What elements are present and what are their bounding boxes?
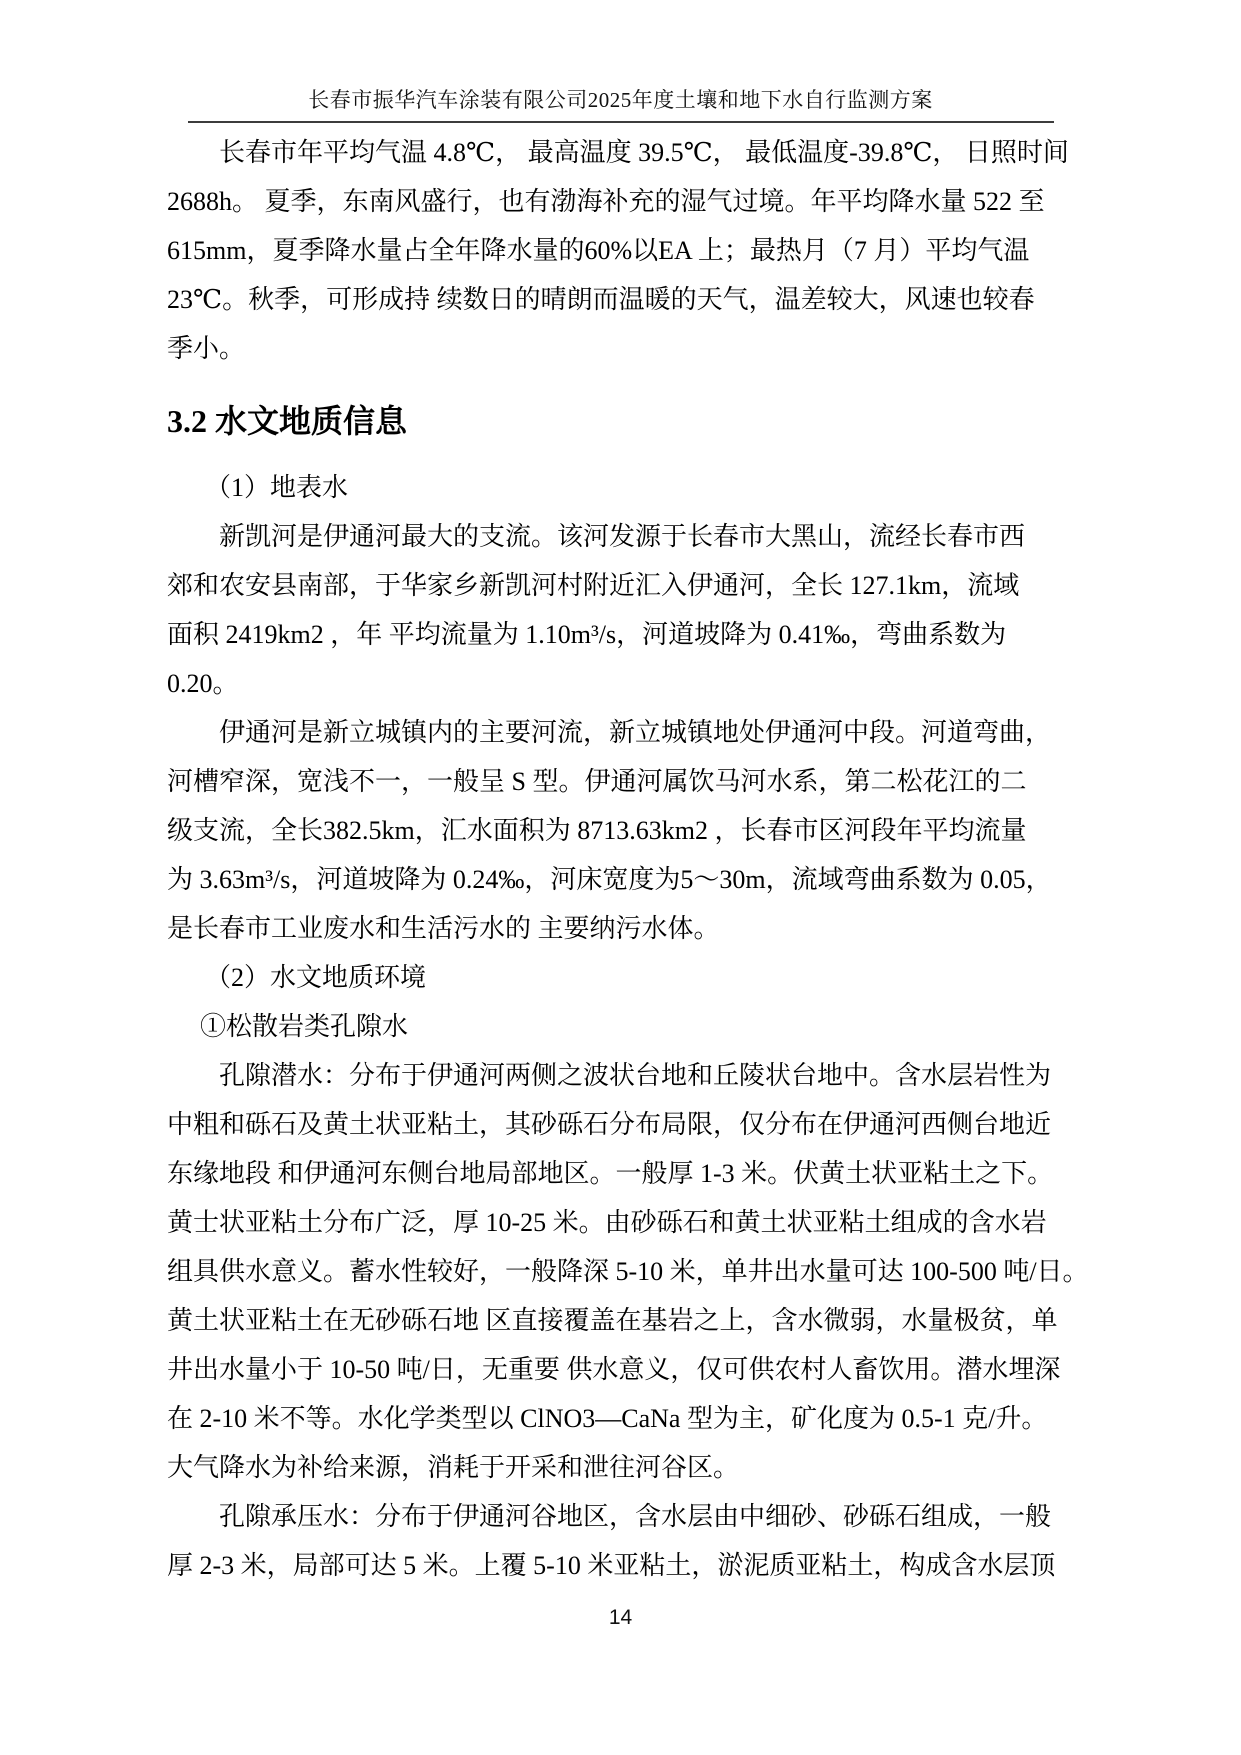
list-item-surface-water: （1）地表水	[205, 473, 349, 502]
text-line: 孔隙潜水：分布于伊通河两侧之波状台地和丘陵状台地中。含水层岩性为	[219, 1061, 1052, 1090]
text-line: 23℃。秋季，可形成持 续数日的晴朗而温暖的天气，温差较大，风速也较春	[167, 285, 1035, 314]
document-body	[167, 128, 1089, 1590]
text-line: 组具供水意义。蓄水性较好，一般降深 5-10 米，单井出水量可达 100-500 吨/日。	[167, 1257, 1089, 1286]
text-line: 大气降水为补给来源，消耗于开采和泄往河谷区。	[167, 1453, 740, 1482]
text-line: 2688h。 夏季，东南风盛行，也有渤海补充的湿气过境。年平均降水量 522 至	[167, 187, 1045, 216]
text-line: 东缘地段 和伊通河东侧台地局部地区。一般厚 1-3 米。伏黄土状亚粘土之下。	[167, 1159, 1054, 1188]
text-line: 级支流，全长382.5km，汇水面积为 8713.63km2 ，长春市区河段年平均流量	[167, 816, 1027, 845]
section-heading: 3.2 水文地质信息	[167, 403, 408, 439]
text-line: 是长春市工业废水和生活污水的 主要纳污水体。	[167, 914, 720, 943]
text-line: 季小。	[167, 334, 246, 363]
text-line: 厚 2-3 米，局部可达 5 米。上覆 5-10 米亚粘土，淤泥质亚粘土，构成含水层顶	[167, 1551, 1056, 1580]
page-footer	[0, 1606, 1241, 1630]
text-line: 郊和农安县南部，于华家乡新凯河村附近汇入伊通河，全长 127.1km，流域	[167, 571, 1020, 600]
list-item-hydrogeology-env: （2）水文地质环境	[205, 963, 427, 992]
text-line: 长春市年平均气温 4.8℃， 最高温度 39.5℃， 最低温度-39.8℃， 日照时间	[219, 138, 1069, 167]
text-line: 在 2-10 米不等。水化学类型以 ClNO3—CaNa 型为主，矿化度为 0.5-1 克/升。	[167, 1404, 1048, 1433]
text-line: 新凯河是伊通河最大的支流。该河发源于长春市大黑山，流经长春市西	[219, 522, 1026, 551]
text-line: 伊通河是新立城镇内的主要河流，新立城镇地处伊通河中段。河道弯曲，	[219, 718, 1052, 747]
text-line: 井出水量小于 10-50 吨/日，无重要 供水意义，仅可供农村人畜饮用。潜水埋深	[167, 1355, 1061, 1384]
text-line: 黄士状亚粘土分布广泛，厚 10-25 米。由砂砾石和黄土状亚粘土组成的含水岩	[167, 1208, 1047, 1237]
page-number: 14	[608, 1606, 633, 1629]
text-line: 为 3.63m³/s，河道坡降为 0.24‰，河床宽度为5～30m，流域弯曲系数为 0.05，	[167, 865, 1052, 894]
text-line: 0.20。	[167, 669, 239, 698]
header-divider	[188, 121, 1054, 123]
text-line: 黄土状亚粘土在无砂砾石地 区直接覆盖在基岩之上，含水微弱，水量极贫，单	[167, 1306, 1058, 1335]
text-line: 中粗和砾石及黄土状亚粘土，其砂砾石分布局限，仅分布在伊通河西侧台地近	[167, 1110, 1052, 1139]
text-line: 孔隙承压水：分布于伊通河谷地区，含水层由中细砂、砂砾石组成，一般	[219, 1502, 1052, 1531]
header-title: 长春市振华汽车涂装有限公司2025年度土壤和地下水自行监测方案	[308, 88, 933, 112]
text-line: 河槽窄深，宽浅不一，一般呈 S 型。伊通河属饮马河水系，第二松花江的二	[167, 767, 1027, 796]
list-item-pore-water: ①松散岩类孔隙水	[200, 1012, 409, 1041]
text-line: 615mm，夏季降水量占全年降水量的60%以EA 上；最热月（7 月）平均气温	[167, 236, 1030, 265]
page-header	[0, 84, 1241, 123]
text-line: 面积 2419km2 ，年 平均流量为 1.10m³/s，河道坡降为 0.41‰，弯曲系数为	[167, 620, 1007, 649]
